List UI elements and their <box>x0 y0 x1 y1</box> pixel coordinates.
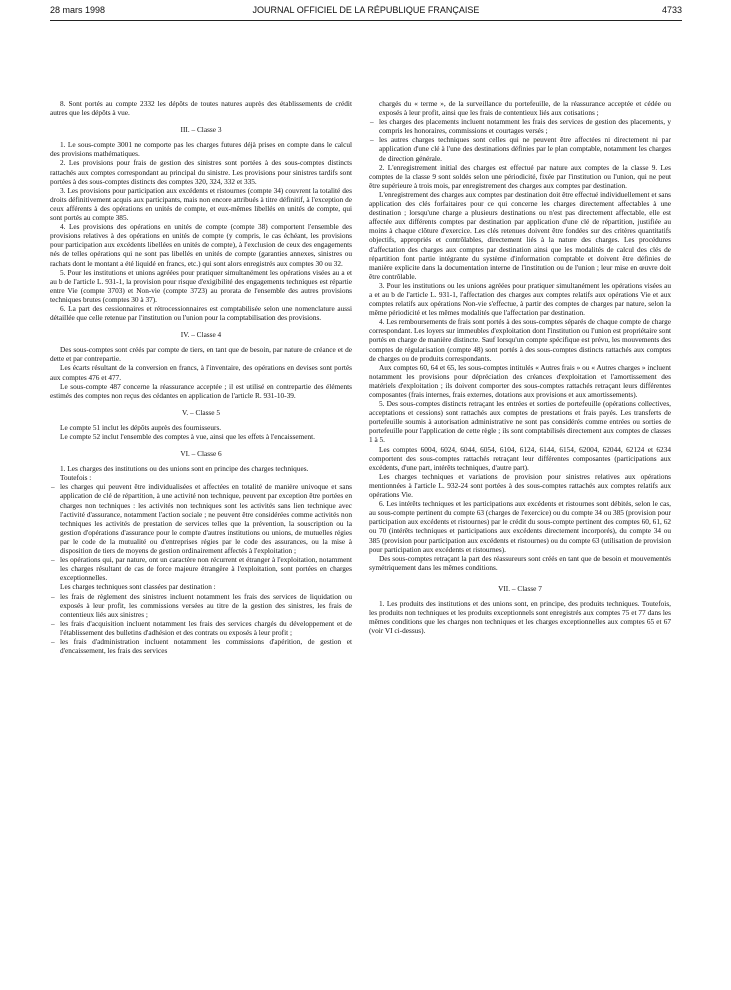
paragraph: 4. Les provisions des opérations en unités de compte (compte 38) comportent l'ensemble des provisions relatives à des opérations en unités de compte (y compris, le cas échéant, les provisions pour participation aux excédents libellées en unités de compte), à l'exclusion de ceux des engagements nés de telles opérations qui ne sont pas libellés en unités de compte (garanties annexes, sinistres ou rachats dont le montant a été liquidé en francs, etc.) qui sont alors enregistrés aux comptes 30 ou 32. <box>50 222 352 268</box>
paragraph: 5. Pour les institutions et unions agréées pour pratiquer simultanément les opérations visées au a et au b de l'article L. 931-1, la provision pour risque d'exigibilité des engagements techniques est répartie entre Vie (compte 3703) et Non-vie (compte 3723) au prorata de l'ensemble des autres provisions techniques brutes (comptes 30 à 37). <box>50 267 352 304</box>
paragraph: Le compte 52 inclut l'ensemble des comptes à vue, ainsi que les effets à l'encaissement. <box>60 432 315 441</box>
list-item: – les autres charges techniques sont celles qui ne peuvent être affectées ni directement ni par application d'une clé à l'une des destinations définies par le plan comptable, notamment les charges de direction générale. <box>369 135 671 162</box>
paragraph: 8. Sont portés au compte 2332 les dépôts de toutes natures auprès des établissements de crédit autres que les dépôts à vue. <box>50 99 352 118</box>
header-journal-title: JOURNAL OFFICIEL DE LA RÉPUBLIQUE FRANÇAISE <box>252 5 480 15</box>
dash-list <box>50 482 352 582</box>
list-item: – les frais d'acquisition incluent notamment les frais des services chargés du développement et de l'établissement des bulletins d'adhésion et des contrats ou exposés à leur profit ; <box>50 619 352 637</box>
paragraph: Des sous-comptes sont créés par compte de tiers, en tant que de besoin, par nature de créance et de dette et par contrepartie. <box>50 345 352 364</box>
section-heading-classe-7: VII. – Classe 7 <box>498 583 542 593</box>
section-heading-classe-3: III. – Classe 3 <box>180 125 222 135</box>
dash-list <box>50 592 352 656</box>
paragraph: 6. Les intérêts techniques et les participations aux excédents et ristournes sont débités, selon le cas, au sous-compte pertinent du compte 63 (charges de l'exercice) ou du compte 34 ou 385 (provision pour participation aux excédents et ristournes) par le crédit du sous-compte pertinent des comptes 60, 61, 62 ou 70 (intérêts techniques et participations aux excédents directement incorporés), du compte 34 ou 385 (provision pour participation aux excédents et ristournes) ou du compte 63 (utilisation de provision pour participation aux excédents et ristournes). <box>369 499 671 554</box>
paragraph: L'enregistrement des charges aux comptes par destination doit être effectué individuellement et sans application des clés forfaitaires pour ce qui concerne les charges directement affectables à une destination ; lorsqu'une charge a plusieurs destinations ou n'est pas directement affectable, elle est affectée aux différents comptes par destination par application d'une clé de répartition, justifiée au moins à chaque clôture d'exercice. Les clés retenues doivent être fondées sur des critères quantitatifs objectifs, appropriés et contrôlables, directement liés à la nature des charges. Les procédures d'affectation des charges aux comptes par destination ainsi que les modalités de calcul des clés de répartition font partie intégrante du système d'information comptable et doivent être définies de manière explicite dans la documentation interne de l'institution ou de l'union ; leur mise en œuvre doit être contrôlable. <box>369 189 672 281</box>
section-heading-classe-6: VI. – Classe 6 <box>180 449 222 459</box>
paragraph: Toutefois : <box>60 473 92 483</box>
paragraph: 1. Les charges des institutions ou des unions sont en principe des charges techniques. <box>60 464 309 474</box>
paragraph: Les charges techniques et variations de provision pour sinistres relatives aux opérations mentionnées à l'article L. 932-24 sont portées à des sous-comptes rattachés aux comptes relatifs aux opérations Vie. <box>369 471 671 500</box>
header-page-number: 4733 <box>661 5 682 15</box>
paragraph: 4. Les remboursements de frais sont portés à des sous-comptes séparés de chaque compte de charge correspondant. Les loyers sur immeubles d'exploitation dont l'institution ou l'union est propriétaire sont portés en charge de manière distincte. Sauf lorsqu'un compte spécifique est prévu, les mouvements des comptes de régularisation (compte 48) sont portés à des sous-comptes distincts rattachés aux comptes de charges ou de produits correspondants. <box>369 317 671 363</box>
dash-list <box>369 117 671 162</box>
paragraph: Des sous-comptes retraçant la part des réassureurs sont créés en tant que de besoin et mouvementés symétriquement dans les mêmes conditions. <box>369 553 671 572</box>
list-item: – les frais d'administration incluent notamment les commissions d'apérition, de gestion et d'encaissement, les frais des services <box>50 637 352 655</box>
paragraph: 2. Les provisions pour frais de gestion des sinistres sont portées à des sous-comptes distincts rattachés aux comptes correspondant au principal du sinistre. Les provisions pour sinistres tardifs sont portées à des sous-comptes distincts des comptes 320, 324, 332 et 335. <box>50 158 352 186</box>
list-item: – les charges qui peuvent être individualisées et affectées en totalité de manière univoque et sans application de clé de répartition, à une activité non technique, peuvent par exception être portées en charges non techniques : les activités non techniques sont les activités sans lien technique avec l'activité d'assurance, notamment l'action sociale ; ne peuvent être considérées comme activités non techniques les activités de prestation de services telles que la prévention, la souscription ou la gestion d'opérations d'assurance pour le compte d'autres institutions ou unions, de mutuelles régies par le code de la mutualité ou d'entreprises régies par le code des assurances, ou la mise à disposition de tiers de moyens de gestion ordinairement affectés à l'exploitation ; <box>50 482 352 555</box>
paragraph: 6. La part des cessionnaires et rétrocessionnaires est comptabilisée selon une nomenclature aussi détaillée que celle retenue par l'institution ou l'union pour la comptabilisation des provisions. <box>50 303 352 323</box>
paragraph-continuation: chargés du « terme », de la surveillance du portefeuille, de la réassurance acceptée et cédée ou exposés à leur profit, ainsi que les frais de contentieux liés aux cotisations ; <box>379 99 671 118</box>
paragraph: Le compte 51 inclut les dépôts auprès des fournisseurs. <box>60 422 222 432</box>
page-header <box>50 5 682 19</box>
paragraph: 3. Pour les institutions ou les unions agréées pour pratiquer simultanément les opérations visées au a et au b de l'article L. 931-1, l'affectation des charges aux comptes relatifs aux opérations Vie et aux comptes relatifs aux opérations Non-vie s'effectue, à partir des comptes de charges par nature, selon la même périodicité et les mêmes modalités que l'affectation par destination. <box>369 280 671 318</box>
section-heading-classe-4: IV. – Classe 4 <box>180 330 222 340</box>
paragraph: 1. Les produits des institutions et des unions sont, en principe, des produits techniques. Toutefois, les produits non techniques et les produits exceptionnels sont enregistrés aux comptes 75 et 77 dans les mêmes conditions que les charges non techniques et les charges exceptionnelles aux comptes 65 et 67 (voir VI ci-dessus). <box>369 598 671 636</box>
paragraph: 3. Les provisions pour participation aux excédents et ristournes (compte 34) couvrent la totalité des droits définitivement acquis aux participants, mais non encore attribués à titre définitif, à l'exception de ceux afférents à des opérations en unités de compte, et eux-mêmes libellés en unités de compte, qui sont portés au compte 385. <box>50 185 352 223</box>
paragraph: 2. L'enregistrement initial des charges est effectué par nature aux comptes de la classe 9. Les comptes de la classe 9 sont soldés selon une périodicité, fixée par l'institution ou l'union, qui ne peut être supérieure à trois mois, par enregistrement des charges aux comptes par destination. <box>369 162 671 190</box>
header-date: 28 mars 1998 <box>50 5 106 15</box>
left-column <box>50 99 352 655</box>
list-item: – les opérations qui, par nature, ont un caractère non récurrent et étranger à l'exploitation, notamment les charges résultant de cas de force majeure étrangère à l'exploitation, sont portées en charges exceptionnelles. <box>50 555 352 582</box>
paragraph: Le sous-compte 487 concerne la réassurance acceptée ; il est utilisé en contrepartie des éléments estimés des comptes non reçus des cédantes en application de l'article R. 931-10-39. <box>50 381 352 400</box>
list-item: – les charges des placements incluent notamment les frais des services de gestion des placements, y compris les honoraires, commissions et courtages versés ; <box>369 117 671 135</box>
list-item: – les frais de règlement des sinistres incluent notamment les frais des services de liquidation ou exposés à leur profit, les commissions versées au titre de la gestion des sinistres, les frais de contentieux liés aux sinistres ; <box>50 592 352 619</box>
paragraph: Aux comptes 60, 64 et 65, les sous-comptes intitulés « Autres frais » ou « Autres charges » incluent notamment les provisions pour dépréciation des créances d'exploitation et l'amortissement des matériels d'exploitation ; ils doivent comporter des sous-comptes rattachés retraçant leurs différentes composantes (frais internes, frais externes, dotations aux provisions et aux amortissements). <box>369 362 671 399</box>
paragraph: Les écarts résultant de la conversion en francs, à l'inventaire, des opérations en devises sont portés aux comptes 476 et 477. <box>50 363 352 382</box>
right-column <box>369 99 671 635</box>
section-heading-classe-5: V. – Classe 5 <box>182 407 220 417</box>
header-rule <box>50 20 682 21</box>
paragraph: Les comptes 6004, 6024, 6044, 6054, 6104, 6124, 6144, 6154, 62004, 62044, 62124 et 6234 comportent des sous-comptes rattachés retraçant leur différentes composantes (participations aux excédents, d'une part, intérêts techniques, d'autre part). <box>369 444 671 472</box>
paragraph: Les charges techniques sont classées par destination : <box>60 582 216 592</box>
paragraph: 1. Le sous-compte 3001 ne comporte pas les charges futures déjà prises en compte dans le calcul des provisions mathématiques. <box>50 140 352 159</box>
paragraph: 5. Des sous-comptes distincts retraçant les entrées et sorties de portefeuille (opérations collectives, acceptations et cessions) sont rattachés aux comptes de prestations et frais payés. Les transferts de portefeuille soumis à autorisation administrative ne sont pas considérés comme entrées ou sorties de portefeuille pour l'application de cette règle ; ils sont comptabilisés directement aux comptes de classes 1 à 5. <box>369 399 671 445</box>
